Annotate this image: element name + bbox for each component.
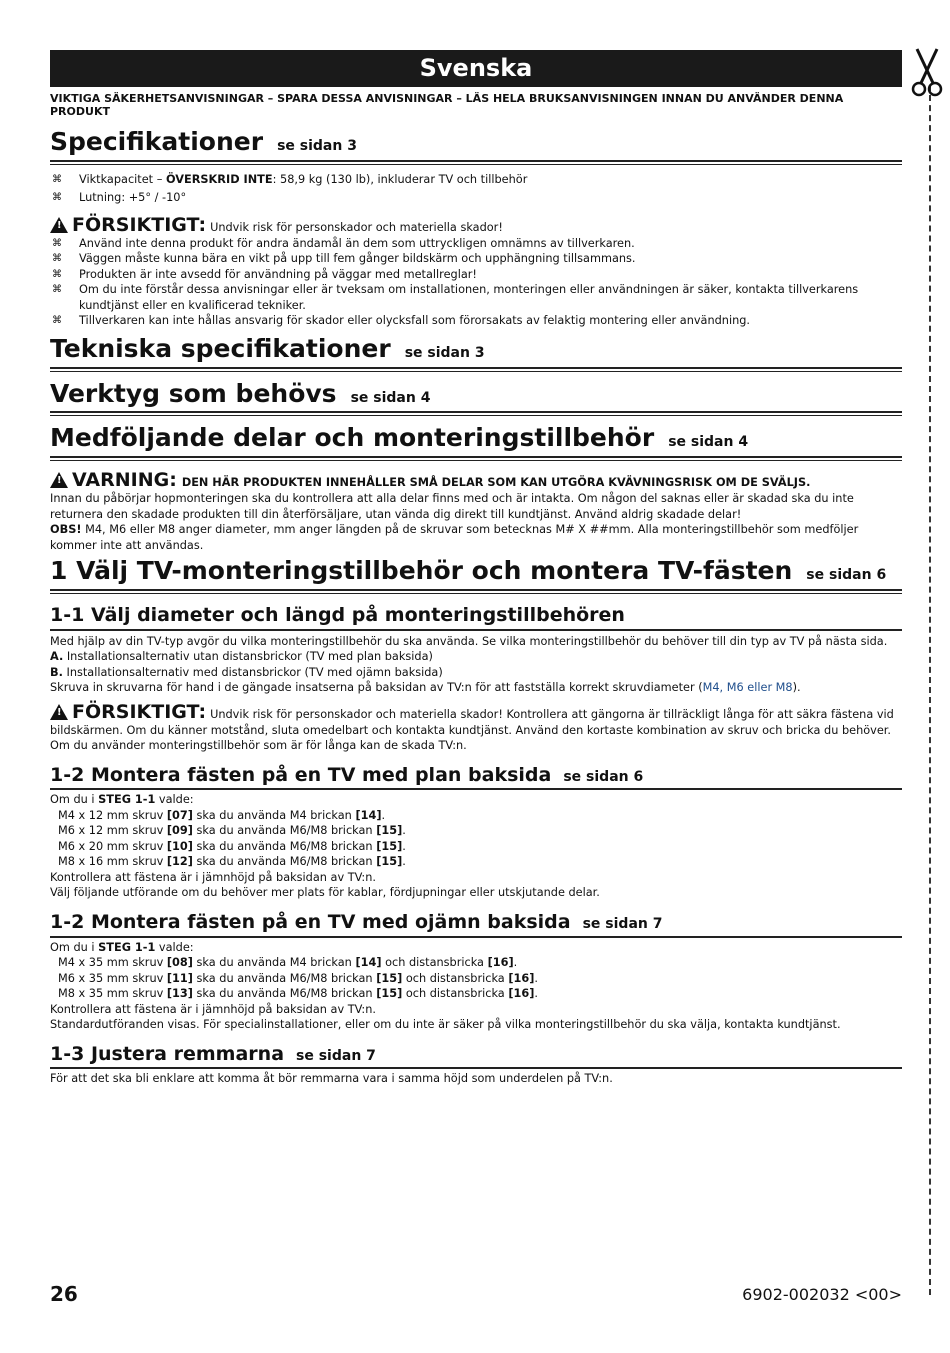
step13-heading: 1-3 Justera remmarna se sidan 7 bbox=[50, 1042, 376, 1065]
document-code: 6902-002032 <00> bbox=[742, 1285, 902, 1304]
step12a-text: Om du i STEG 1-1 valde: M4 x 12 mm skruv [07] ska du använda M4 brickan [14]. M6 x 12 mm skruv [09] ska du använda M6/M8 brickan [15]. M6 x 20 mm skruv [10] ska du använda M6/M8 brickan [15]. M8 x 16 mm skruv [12] ska du använda M6/M8 brickan [15]. Kontrollera att fästena är i jämnhöjd på baksidan av TV:n. Välj följande utförande om du behöver mer plats för kablar, fördjupningar eller utskjutande delar. bbox=[50, 793, 600, 900]
divider bbox=[50, 367, 902, 372]
step13-text: För att det ska bli enklare att komma åt bör remmarna vara i samma höjd som underdelen på TV:n. bbox=[50, 1072, 613, 1086]
step12b-heading: 1-2 Montera fästen på en TV med ojämn baksida se sidan 7 bbox=[50, 910, 663, 933]
caution-text: bildskärmen. Om du känner motstånd, sluta omedelbart och kontakta kundtjänst. Använd den kortaste kombination av skruv och bricka du behöver. Om du använder monteringstillbehör som är för långa kan de skada TV:n. bbox=[50, 723, 891, 753]
step11-text: Med hjälp av din TV-typ avgör du vilka monteringstillbehör du ska använda. Se vilka monteringstillbehör du behöver till din typ av TV på nästa sida. A. Installationsalternativ utan distansbrickor (TV med plan baksida) B. Installationsalternativ med distansbrickor (TV med ojämn baksida) Skruva in skruvarna för hand i de gängade insatserna på baksidan av TV:n för att fastställa korrekt skruvdiameter (M4, M6 eller M8). bbox=[50, 634, 888, 695]
warning-icon: ! bbox=[50, 704, 68, 720]
step12a-heading: 1-2 Montera fästen på en TV med plan baksida se sidan 6 bbox=[50, 763, 644, 786]
warning-heading: ! VARNING: DEN HÄR PRODUKTEN INNEHÅLLER SMÅ DELAR SOM KAN UTGÖRA KVÄVNINGSRISK OM DE SVÄLJS. bbox=[50, 469, 902, 491]
divider bbox=[50, 411, 902, 416]
warning-paragraph: Innan du påbörjar hopmonteringen ska du kontrollera att alla delar finns med och är intakta. Om någon del saknas eller är skadad ska du inte returnera den skadade produkten till din återförsäljare, utan vända dig direkt till kundtjänst. Använd aldrig skadade delar! bbox=[50, 492, 854, 521]
divider bbox=[50, 1067, 902, 1069]
language-banner: Svenska bbox=[50, 50, 902, 87]
safety-notice: VIKTIGA SÄKERHETSANVISNINGAR – SPARA DESSA ANVISNINGAR – LÄS HELA BRUKSANVISNINGEN INNAN DU ANVÄNDER DENNA PRODUKT bbox=[50, 92, 844, 118]
bullet-icon: ⌘ bbox=[52, 284, 62, 296]
caution-list bbox=[50, 236, 902, 329]
warning-icon: ! bbox=[50, 472, 68, 488]
obs-note: OBS! M4, M6 eller M8 anger diameter, mm anger längden på de skruvar som betecknas M# X ##mm. Alla monteringstillbehör som medföljer kommer inte att användas. bbox=[50, 523, 859, 552]
tech-heading: Tekniska specifikationer se sidan 3 bbox=[50, 333, 485, 363]
caution-heading: ! FÖRSIKTIGT: Undvik risk för personskador och materiella skador! bbox=[50, 214, 902, 236]
divider bbox=[50, 936, 902, 938]
step12b-text: Om du i STEG 1-1 valde: M4 x 35 mm skruv [08] ska du använda M4 brickan [14] och distansbricka [16]. M6 x 35 mm skruv [11] ska du använda M6/M8 brickan [15] och distansbricka [16]. M8 x 35 mm skruv [13] ska du använda M6/M8 brickan [15] och distansbricka [16]. Kontrollera att fästena är i jämnhöjd på baksidan av TV:n. Standardutföranden visas. För specialinstallationer, eller om du inte är säker på vilka monteringstillbehör du ska välja, kontakta kundtjänst. bbox=[50, 940, 841, 1032]
bullet-icon: ⌘ bbox=[52, 268, 62, 280]
tools-heading: Verktyg som behövs se sidan 4 bbox=[50, 378, 431, 408]
caution-heading: ! FÖRSIKTIGT: Undvik risk för personskador och materiella skador! Kontrollera att gängorna är tillräckligt långa för att säkra fästena vid bbox=[50, 701, 902, 723]
list-item: ⌘ Tillverkaren kan inte hållas ansvarig för skador eller olycksfall som förorsakats av felaktig montering eller användning. bbox=[52, 314, 751, 328]
list-item: ⌘ Produkten är inte avsedd för användning på väggar med metallreglar! bbox=[52, 267, 477, 281]
list-item: ⌘ Väggen måste kunna bära en vikt på upp till fem gånger bildskärm och upphängning tillsammans. bbox=[52, 252, 636, 266]
bullet-icon: ⌘ bbox=[52, 315, 62, 327]
spec-list bbox=[50, 172, 902, 206]
warning-icon: ! bbox=[50, 217, 68, 233]
list-item: ⌘ Viktkapacitet – ÖVERSKRID INTE: 58,9 kg (130 lb), inkluderar TV och tillbehör bbox=[52, 172, 528, 186]
bullet-icon: ⌘ bbox=[52, 237, 62, 249]
page-content bbox=[50, 50, 902, 1087]
divider bbox=[50, 788, 902, 790]
parts-heading: Medföljande delar och monteringstillbehör se sidan 4 bbox=[50, 423, 749, 453]
bullet-icon: ⌘ bbox=[52, 173, 62, 185]
step11-heading: 1-1 Välj diameter och längd på monteringstillbehören bbox=[50, 603, 625, 626]
divider bbox=[50, 629, 902, 631]
bullet-icon: ⌘ bbox=[52, 253, 62, 265]
list-item: ⌘ Använd inte denna produkt för andra ändamål än dem som uttryckligen omnämns av tillverkaren. bbox=[52, 236, 635, 250]
cut-line bbox=[929, 85, 931, 1295]
list-item: ⌘ Lutning: +5° / -10° bbox=[52, 191, 187, 205]
bullet-icon: ⌘ bbox=[52, 192, 62, 204]
page-number: 26 bbox=[50, 1282, 78, 1306]
divider bbox=[50, 456, 902, 461]
divider bbox=[50, 160, 902, 165]
divider bbox=[50, 589, 902, 594]
spec-heading: Specifikationer se sidan 3 bbox=[50, 127, 357, 156]
list-item: ⌘ Om du inte förstår dessa anvisningar eller är tveksam om installationen, monteringen eller användningen är säker, kontakta tillverkarens kundtjänst eller en kvalificerad tekniker. bbox=[52, 283, 859, 312]
step1-heading: 1 Välj TV-monteringstillbehör och montera TV-fästen se sidan 6 bbox=[50, 556, 887, 585]
scissors-icon bbox=[910, 46, 944, 98]
